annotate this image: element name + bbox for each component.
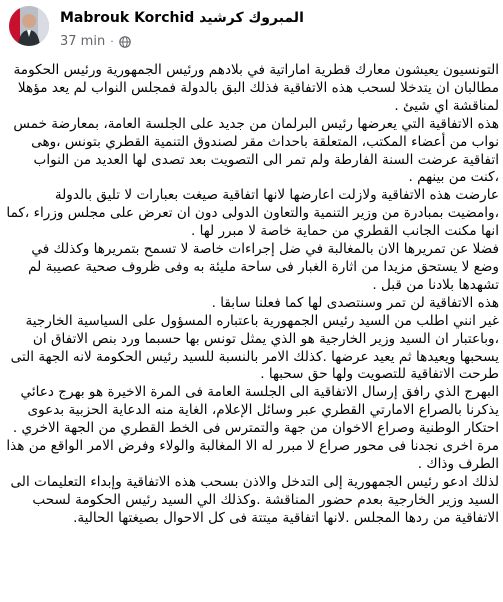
globe-icon [119,36,131,48]
post-header [0,0,503,62]
post-meta [60,34,131,49]
profile-photo-icon [9,6,49,46]
post-timestamp[interactable]: 37 min [60,34,106,49]
post-paragraph: لذلك ادعو رئيس الجمهورية إلى التدخل والاذن بسحب هذه الاتفاقية وإبداء التعليمات الى السيد وزير الخارجية بعدم حضور المناقشة .وكذلك الي السيد رئيس الحكومة لسحب الاتفاقية من ردها المجلس .لانها اتفاقية ميتتة فى كل الاحوال بصيغتها الحالية. [10,473,499,526]
post-paragraph: مرة اخرى نجدنا فى محور صراع لا مبرر له الا المغالبة والولاء وفرض الامر الواقع من هذا الطرف وذاك . [6,438,499,472]
avatar[interactable] [9,6,49,46]
post-paragraph: غير انني اطلب من السيد رئيس الجمهورية باعتباره المسؤول على السياسية الخارجية ،وباعتبار ان السيد وزير الخارجية هو الذي يمثل تونس بها حسبما ورد بنص الاتفاق ان يسحبها ويعيدها ثم يعيد عرضها .كذلك الامر بالنسبة للسيد رئيس الحكومة لانه الجهة التى طرحت الاتفاقية للتصويت ولها حق سحبها . [10,312,499,383]
post-paragraph: التونسيون يعيشون معارك قطرية اماراتية في بلادهم ورئيس الجمهورية ورئيس الحكومة مطالبان ان يتدخلا لسحب هذه الاتفاقية فذلك البق بالدولة فمجلس النواب لم يعد مؤهلا لمناقشة اي شيئ . [13,62,499,114]
post-paragraph: هذه الاتفاقية التي يعرضها رئيس البرلمان من جديد على الجلسة العامة، بمعارضة خمس نواب من أعضاء المكتب، المتعلقة باحداث مقر لصندوق التنمية القطري بتونس ،وهى اتفاقية عرضت السنة الفارطة ولم تمر الى التصويت بعد تصدى لها العديد من النواب ،كنت من بينهم . [13,115,499,186]
meta-separator: · [110,35,114,48]
post-paragraph: فضلا عن تمريرها الان بالمغالبة في ضل إجراءات خاصة لا تسمح بتمريرها وكذلك في وضع لا يستحق مزيدا من اثارة الغبار فى ساحة مليئة به وفى ظروف صحية عصيبة لم تشهدها بلادنا من قبل . [28,241,499,293]
post-paragraph: البهرج الذي رافق إرسال الاتفاقية الى الجلسة العامة فى المرة الاخيرة هو بهرج دعائي يذكرنا بالصراع الامارتي القطري عبر وسائل الإعلام، الغاية منه الدعاية الحزبية بدعوى احتكار الوطنية وصراع الاخوان من جهة والتمترس فى الخط القطري من الجهة الاخري . [12,384,499,437]
post-paragraph: عارضت هذه الاتفاقية ولازلت اعارضها لانها اتفاقية صيغت بعبارات لا تليق بالدولة ،وامضيت بمبادرة من وزير التنمية والتعاون الدولى دون ان تعرض على مجلس وزراء ،كما انها مكنت الجانب القطري من حماية خاصة لا مبرر لها . [6,187,499,240]
post-text [4,62,499,528]
post-paragraph: هذه الاتفاقية لن تمر وسنتصدى لها كما فعلنا سابقا . [211,294,499,311]
author-name[interactable]: Mabrouk Korchid المبروك كرشيد [60,10,304,26]
